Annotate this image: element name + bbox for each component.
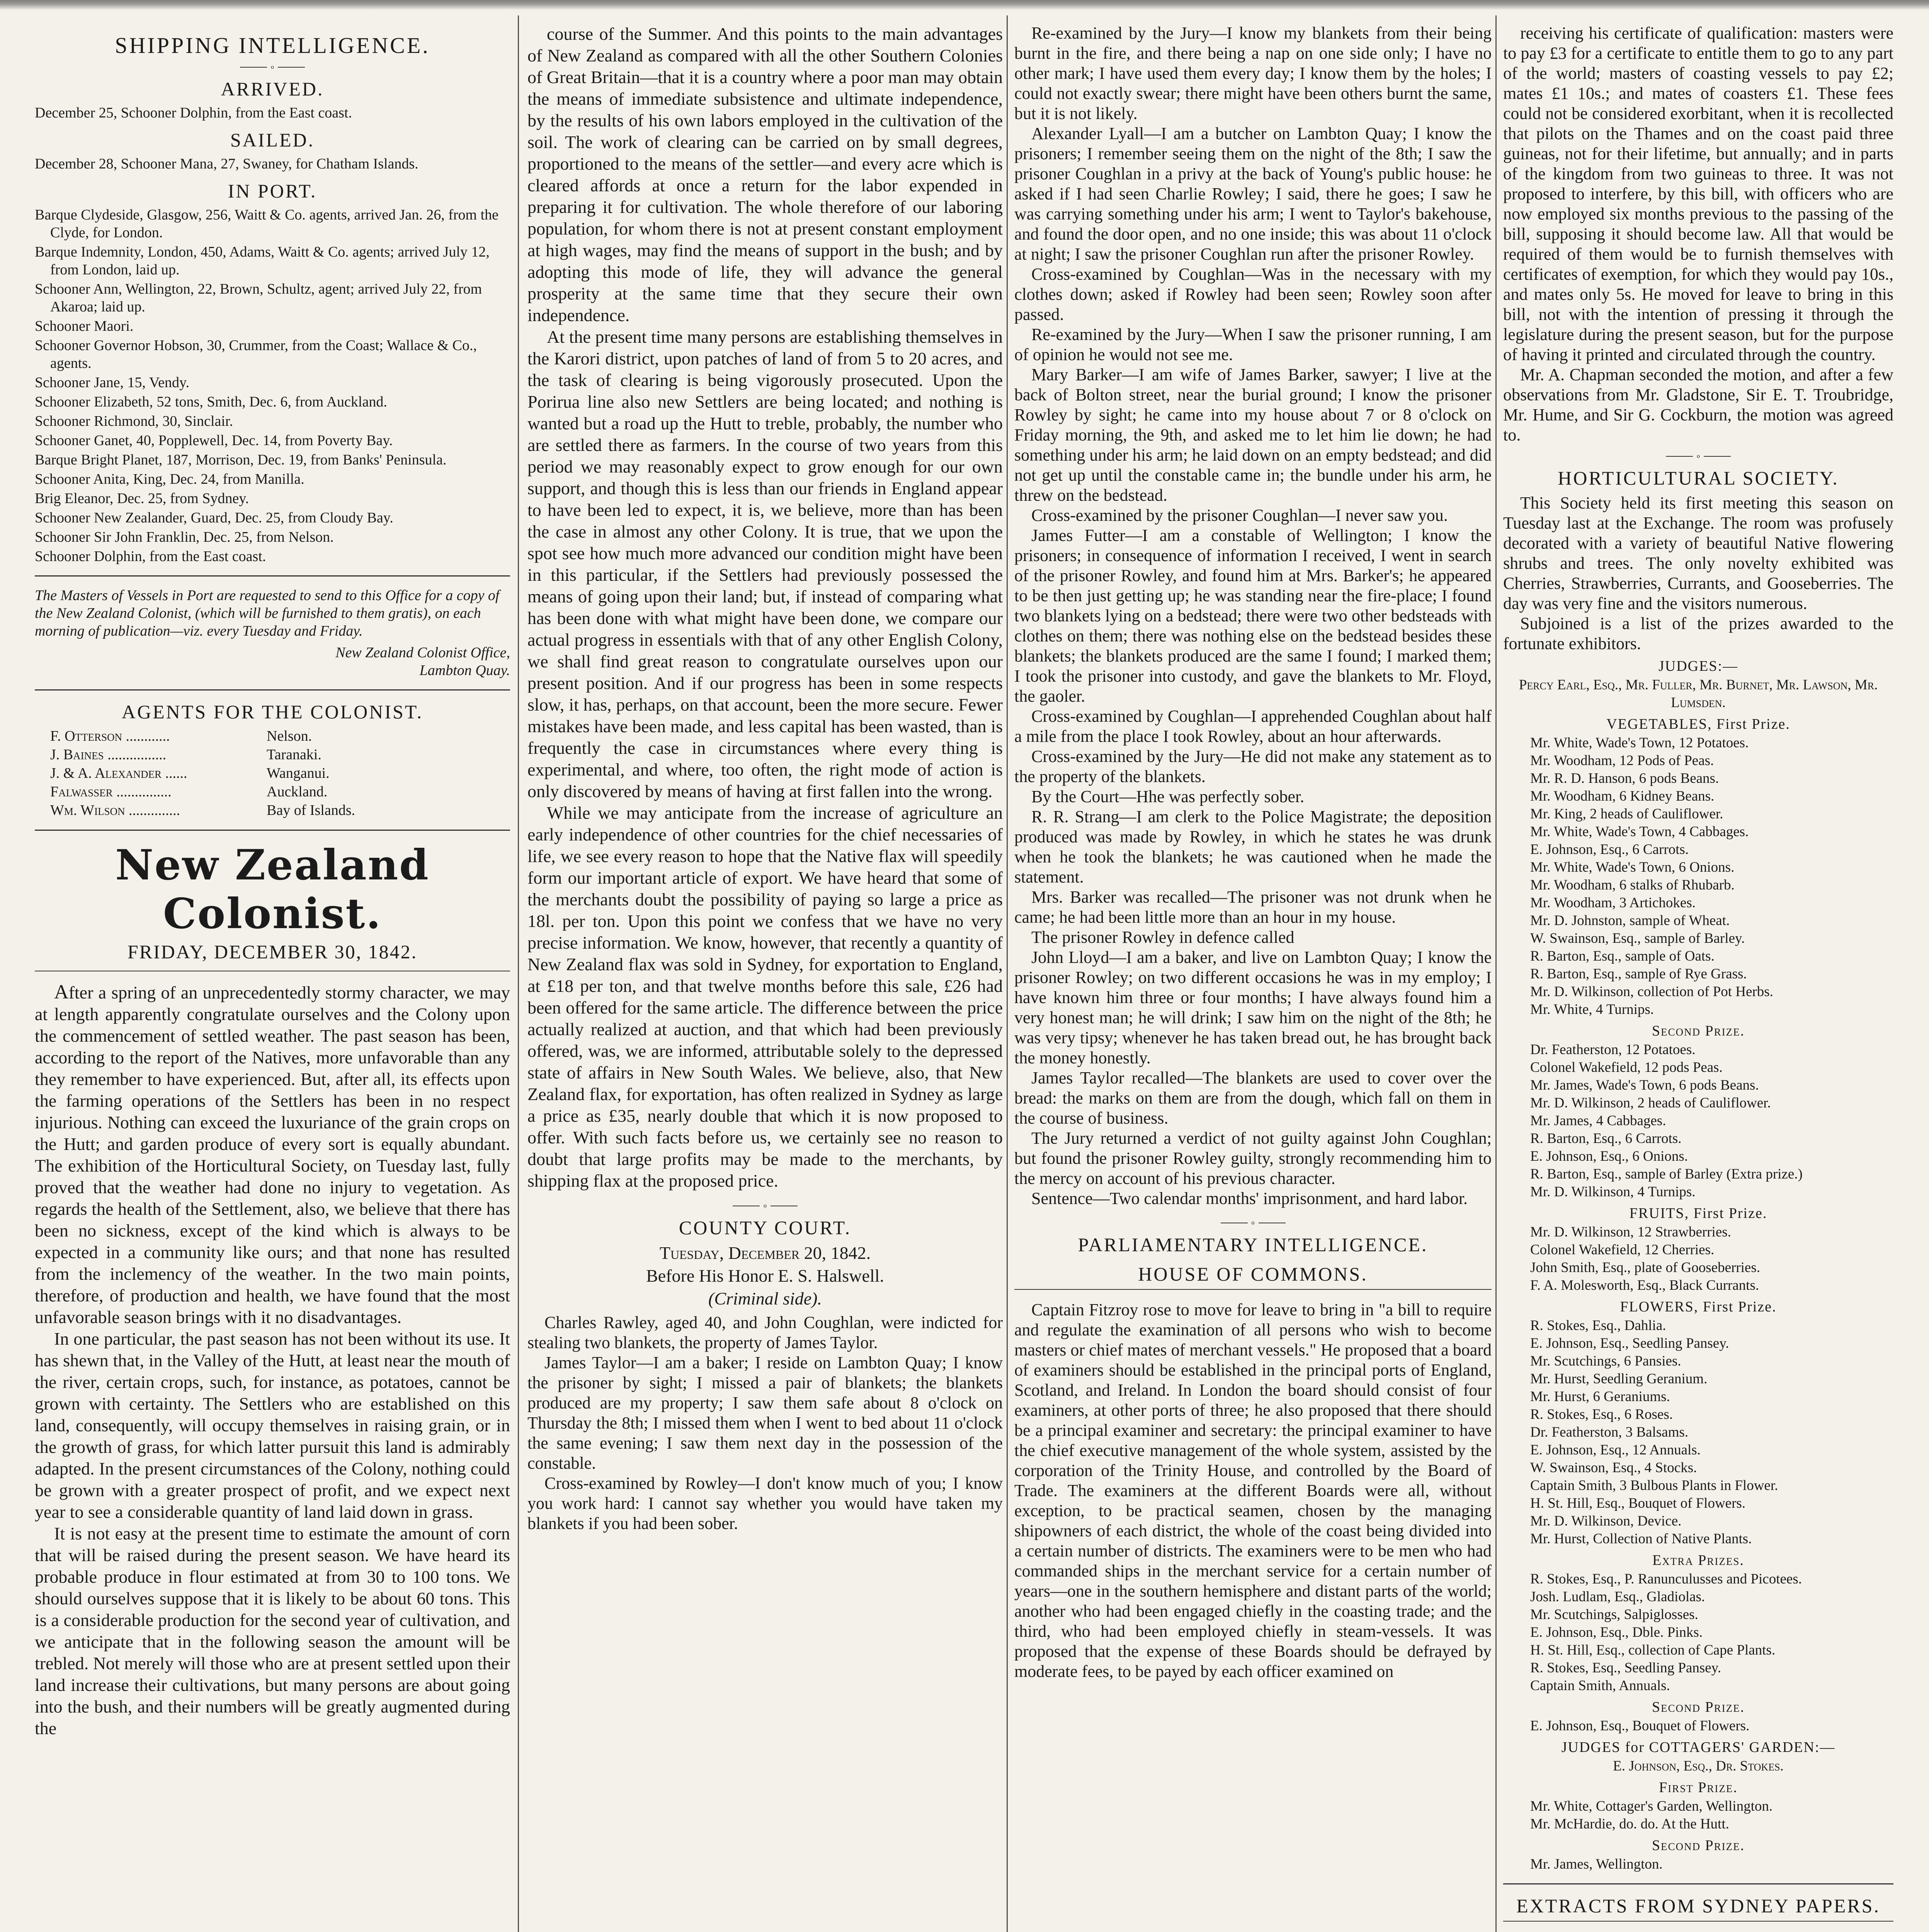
- column-1: [35, 23, 510, 1932]
- parliament-report: [1014, 1300, 1492, 1682]
- parliament-report-continued: [1503, 23, 1893, 445]
- prize-entry: H. St. Hill, Esq., collection of Cape Plants.: [1530, 1642, 1776, 1658]
- court-date: Tuesday, December 20, 1842.: [659, 1243, 871, 1263]
- inport-list: [35, 206, 510, 565]
- cottagers-judges-heading: JUDGES for COTTAGERS' GARDEN:—: [1561, 1739, 1835, 1755]
- editorial-paragraph: While we may anticipate from the increase of agriculture an early independence of other countries for the chief necessaries of life, we see every reason to hope that the Native flax will speedily form our important article of export. We have heard that some of the merchants doubt the possibility of paying so large a price as 18l. per ton. Upon this point we confess that we have no very precise information. We know, however, that recently a quantity of New Zealand flax was sold in Sydney, for exportation to England, at £18 per ton, and that twelve months before this sale, £26 had been offered for the same article. The difference between the price actually realized at auction, and that which had been previously offered, was, we are informed, attributable solely to the depressed state of affairs in New South Wales. We believe, also, that New Zealand flax, for exportation, has often realized in Sydney as large a price as £35, nearly double that which it is now proposed to offer. With such facts before us, we certainly see no reason to doubt that large profits may be made to the merchants, by shipping flax at the proposed price.: [527, 803, 1003, 1190]
- agent-name: F. Otterson ............: [50, 728, 170, 744]
- agent-row: [35, 745, 510, 764]
- prize-entry: Mr. D. Wilkinson, 2 heads of Cauliflower.: [1530, 1095, 1771, 1111]
- fruits-heading: FRUITS, First Prize.: [1629, 1205, 1767, 1221]
- court-paragraph: The prisoner Rowley in defence called: [1031, 928, 1295, 947]
- prize-entry: R. Barton, Esq., sample of Rye Grass.: [1530, 966, 1747, 982]
- prize-entry: Mr. McHardie, do. do. At the Hutt.: [1530, 1816, 1729, 1832]
- judges-names: Percy Earl, Esq., Mr. Fuller, Mr. Burnet, Mr. Lawson, Mr. Lumsden.: [1519, 677, 1878, 711]
- editorial-paragraph: In one particular, the past season has not been without its use. It has shewn that, in the Valley of the Hutt, at least near the mouth of the river, certain crops, such, for instance, as potatoes, cannot be grown with certainty. The Settlers who are established on this land, consequently, will occupy themselves in raising grain, or in the growth of grass, for which latter pursuit this land is admirably adapted. In the present circumstances of the Colony, nothing could be grown with a greater prospect of profit, and we expect next year to see a considerable quantity of land laid down in grass.: [35, 1329, 510, 1522]
- inport-entry: Schooner Dolphin, from the East coast.: [35, 548, 266, 565]
- agent-row: [35, 764, 510, 782]
- court-paragraph: Cross-examined by the prisoner Coughlan—I never saw you.: [1031, 506, 1448, 525]
- prize-entry: Colonel Wakefield, 12 Cherries.: [1530, 1242, 1715, 1258]
- prize-entry: Mr. Hurst, Collection of Native Plants.: [1530, 1531, 1752, 1547]
- editorial-paragraph: After a spring of an unprecedentedly stormy character, we may at length apparently congratulate ourselves and the Colony upon the commencement of settled weather. The past season has been, according to the report of the Natives, more unfavorable than any they remember to have experienced. But, after all, its effects upon the farming operations of the Settlers has been in no respect injurious. Nothing can exceed the luxuriance of the grain crops on the Hutt; and garden produce of every sort is equally abundant. The exhibition of the Horticultural Society, on Tuesday last, fully proved that the weather had done no injury to vegetation. As regards the health of the Settlement, also, we believe that there has been no sickness, except of the kind which is always to be expected in a community like ours; and that none has resulted from the inclemency of the weather. In the two main points, therefore, of production and health, we have found that the most unfavorable season brings with it no disadvantages.: [35, 981, 510, 1327]
- court-paragraph: Mrs. Barker was recalled—The prisoner was not drunk when he came; he had been little more than an hour in my house.: [1014, 888, 1492, 927]
- masthead: New Zealand Colonist.: [115, 841, 430, 938]
- prize-entry: Mr. Hurst, 6 Geraniums.: [1530, 1389, 1670, 1405]
- horticultural-paragraph: This Society held its first meeting this season on Tuesday last at the Exchange. The room was profusely decorated with a variety of beautiful Native flowering shrubs and trees. The only novelty exhibited was Cherries, Strawberries, Currants, and Gooseberries. The day was very fine and the visitors numerous.: [1503, 493, 1893, 613]
- court-paragraph: The Jury returned a verdict of not guilty against John Coughlan; but found the prisoner Rowley guilty, strongly recommending him to the mercy on account of his previous character.: [1014, 1129, 1492, 1188]
- prize-entry: Dr. Featherston, 3 Balsams.: [1530, 1424, 1689, 1440]
- agent-row: [35, 801, 510, 820]
- agents-heading: AGENTS FOR THE COLONIST.: [121, 701, 424, 723]
- prize-list: [1503, 1317, 1893, 1548]
- court-report-continued: [1014, 23, 1492, 1209]
- prize-entry: Mr. White, 4 Turnips.: [1530, 1002, 1654, 1017]
- parliament-paragraph: Mr. A. Chapman seconded the motion, and after a few observations from Mr. Gladstone, Sir E. T. Troubridge, Mr. Hume, and Sir G. Cockburn, the motion was agreed to.: [1503, 365, 1893, 444]
- prize-entry: Dr. Featherston, 12 Potatoes.: [1530, 1042, 1696, 1058]
- prize-entry: Mr. D. Wilkinson, 12 Strawberries.: [1530, 1224, 1731, 1240]
- court-paragraph: Mary Barker—I am wife of James Barker, sawyer; I live at the back of Bolton street, near the burial ground; I know the prisoner Rowley by sight; he came into my house about 7 or 8 o'clock on Friday morning, the 9th, and asked me to let him lie down; he had something under his arm; he laid down on an empty bedstead; and did not get up until the constable came in; the bundle under his arm, he threw on the bedstead.: [1014, 365, 1492, 505]
- sailed-heading: SAILED.: [230, 129, 315, 151]
- prize-entry: W. Swainson, Esq., sample of Barley.: [1530, 930, 1745, 946]
- prize-entry: Mr. Woodham, 6 stalks of Rhubarb.: [1530, 877, 1735, 893]
- court-paragraph: Cross-examined by Coughlan—I apprehended Coughlan about half a mile from the place I took Rowley, about an hour afterwards.: [1014, 707, 1492, 746]
- prize-entry: Mr. White, Cottager's Garden, Wellington.: [1530, 1798, 1773, 1814]
- court-paragraph: R. R. Strang—I am clerk to the Police Magistrate; the deposition produced was made by Rowley, in which he states he was drunk when he took the blankets; he was cautioned when he made the statement.: [1014, 807, 1492, 886]
- inport-entry: Schooner Jane, 15, Vendy.: [35, 374, 189, 391]
- county-court-heading: COUNTY COURT.: [679, 1217, 852, 1238]
- ornament-rule: o: [1014, 1219, 1492, 1226]
- prize-entry: R. Stokes, Esq., P. Ranunculusses and Picotees.: [1530, 1571, 1802, 1587]
- prize-list: [1503, 1570, 1893, 1695]
- divider: [35, 575, 510, 577]
- agent-place: Nelson.: [267, 728, 312, 744]
- court-paragraph: James Taylor recalled—The blankets are used to cover over the bread: the marks on them are from the dough, which fall on them in the course of business.: [1014, 1068, 1492, 1128]
- prize-entry: F. A. Molesworth, Esq., Black Currants.: [1530, 1277, 1759, 1293]
- divider: [35, 689, 510, 690]
- parliamentary-heading: PARLIAMENTARY INTELLIGENCE.: [1078, 1234, 1428, 1255]
- column-rule: [1495, 15, 1497, 1932]
- second-prize-heading: Second Prize.: [1652, 1023, 1745, 1039]
- prize-entry: Mr. Hurst, Seedling Geranium.: [1530, 1371, 1708, 1387]
- inport-entry: Schooner Elizabeth, 52 tons, Smith, Dec. 6, from Auckland.: [35, 394, 387, 410]
- inport-entry: Schooner Ganet, 40, Popplewell, Dec. 14, from Poverty Bay.: [35, 432, 393, 449]
- agents-list: [35, 727, 510, 820]
- inport-entry: Schooner Richmond, 30, Sinclair.: [35, 413, 233, 429]
- prize-entry: Mr. D. Wilkinson, 4 Turnips.: [1530, 1184, 1696, 1200]
- cottagers-judges: E. Johnson, Esq., Dr. Stokes.: [1613, 1758, 1784, 1774]
- arrived-entry: December 25, Schooner Dolphin, from the East coast.: [35, 105, 352, 121]
- prize-entry: Mr. Scutchings, Salpiglosses.: [1530, 1607, 1698, 1622]
- prize-entry: H. St. Hill, Esq., Bouquet of Flowers.: [1530, 1495, 1746, 1511]
- editorial-continued: [527, 23, 1003, 1192]
- court-paragraph: Cross-examined by the Jury—He did not make any statement as to the property of the blankets.: [1014, 747, 1492, 786]
- court-paragraph: James Futter—I am a constable of Wellington; I know the prisoners; in consequence of information I received, I went in search of the prisoner Rowley, and found him at Mrs. Barker's; he appeared to be then just getting up; he was standing near the fire-place; I found two blankets lying on a bedstead; there were two other bedsteads with clothes on them; there was nothing else on the bedstead besides these blankets; the blankets produced are the same I found; I marked them; I took the prisoner into custody, and gave the blankets to Mr. Floyd, the gaoler.: [1014, 526, 1492, 706]
- prize-entry: Mr. D. Wilkinson, Device.: [1530, 1513, 1682, 1529]
- court-paragraph: Cross-examined by Rowley—I don't know much of you; I know you work hard: I cannot say whether you would have taken my blankets if you had been sober.: [527, 1474, 1003, 1533]
- ornament-rule: o: [1503, 453, 1893, 460]
- dateline: FRIDAY, DECEMBER 30, 1842.: [127, 941, 418, 963]
- prize-list: [1503, 1223, 1893, 1294]
- ornament-rule: o: [35, 64, 510, 71]
- prize-entry: Mr. King, 2 heads of Cauliflower.: [1530, 806, 1723, 822]
- prize-entry: Mr. White, Wade's Town, 4 Cabbages.: [1530, 824, 1749, 840]
- inport-entry: Barque Clydeside, Glasgow, 256, Waitt & Co. agents, arrived Jan. 26, from the Clyde, for London.: [35, 207, 499, 241]
- parliament-paragraph: Captain Fitzroy rose to move for leave to bring in "a bill to require and regulate the examination of all persons who wish to become masters or chief mates of merchant vessels." He proposed that a board of examiners should be established in the principal ports of England, Scotland, and Ireland. In London the board should consist of four examiners, at other ports of three; he also proposed that there should be a principal examiner and secretary: the principal examiner to have the chief executive management of the whole system, assisted by the corporation of the Trinity House, and controlled by the Board of Trade. The examiners at the different Boards were all, without exception, to be practical seamen, chosen by the managing shipowners of each district, the whole of the coast being divided into a certain number of districts. The examiners were to be men who had commanded ships in the merchant service for a certain number of years—one in the southern hemisphere and distant parts of the world; another who had been engaged chiefly in the coasting trade; and the third, who had been employed chiefly in steam-vessels. It was proposed that the expense of these Boards should be defrayed by moderate fees, to be payed by each officer examined on: [1014, 1300, 1492, 1681]
- prize-entry: Mr. R. D. Hanson, 6 pods Beans.: [1530, 770, 1719, 786]
- inport-entry: Schooner Maori.: [35, 318, 134, 334]
- court-paragraph: Re-examined by the Jury—When I saw the prisoner running, I am of opinion he would not see me.: [1014, 325, 1492, 364]
- second-prize-heading: Second Prize.: [1652, 1837, 1745, 1854]
- court-paragraph: Sentence—Two calendar months' imprisonment, and hard labor.: [1031, 1189, 1468, 1208]
- column-rule: [518, 15, 519, 1932]
- prize-entry: Mr. James, Wellington.: [1530, 1856, 1663, 1872]
- prize-entry: R. Stokes, Esq., Seedling Pansey.: [1530, 1660, 1721, 1676]
- prize-entry: Mr. D. Wilkinson, collection of Pot Herbs.: [1530, 984, 1773, 1000]
- agent-place: Bay of Islands.: [267, 802, 356, 818]
- inport-entry: Brig Eleanor, Dec. 25, from Sydney.: [35, 490, 249, 507]
- editorial-paragraph: It is not easy at the present time to estimate the amount of corn that will be raised during the present season. We have heard its probable produce in flour estimated at from 30 to 100 tons. We should ourselves suppose that it is likely to be about 60 tons. This is a considerable production for the second year of cultivation, and we anticipate that in the following season the amount will be trebled. Not merely will those who are at present settled upon their land increase their cultivations, but many persons are about going into the bush, and their numbers will be greatly augmented during the: [35, 1524, 510, 1738]
- court-paragraph: James Taylor—I am a baker; I reside on Lambton Quay; I know the prisoner by sight; I missed a pair of blankets; the blankets produced are my property; I saw them safe about 8 o'clock on Thursday the 8th; I missed them when I went to bed about 11 o'clock the same evening; I saw them next day in the possession of the constable.: [527, 1353, 1003, 1473]
- prize-entry: Colonel Wakefield, 12 pods Peas.: [1530, 1060, 1723, 1075]
- extracts-heading: EXTRACTS FROM SYDNEY PAPERS.: [1516, 1895, 1880, 1917]
- prize-entry: E. Johnson, Esq., Dble. Pinks.: [1530, 1624, 1703, 1640]
- vegetables-first-heading: VEGETABLES, First Prize.: [1606, 716, 1790, 732]
- prize-entry: R. Barton, Esq., sample of Oats.: [1530, 948, 1715, 964]
- prize-entry: R. Barton, Esq., sample of Barley (Extra prize.): [1530, 1166, 1803, 1182]
- torn-top-edge: [0, 0, 1929, 10]
- prize-list: [1503, 734, 1893, 1019]
- prize-list: [1503, 1798, 1893, 1833]
- prize-entry: R. Barton, Esq., 6 Carrots.: [1530, 1131, 1682, 1146]
- prize-entry: R. Stokes, Esq., Dahlia.: [1530, 1318, 1666, 1333]
- agent-name: Wm. Wilson ..............: [50, 802, 180, 818]
- prize-entry: R. Stokes, Esq., 6 Roses.: [1530, 1406, 1673, 1422]
- prize-entry: Josh. Ludlam, Esq., Gladiolas.: [1530, 1589, 1705, 1605]
- shipping-heading: SHIPPING INTELLIGENCE.: [115, 33, 430, 58]
- column-4: [1503, 23, 1893, 1932]
- divider: [1503, 1883, 1893, 1884]
- prize-entry: E. Johnson, Esq., Seedling Pansey.: [1530, 1335, 1729, 1351]
- inport-entry: Schooner New Zealander, Guard, Dec. 25, from Cloudy Bay.: [35, 510, 393, 526]
- prize-entry: John Smith, Esq., plate of Gooseberries.: [1530, 1260, 1760, 1276]
- inport-entry: Barque Indemnity, London, 450, Adams, Waitt & Co. agents; arrived July 12, from London, laid up.: [35, 244, 490, 278]
- sailed-entry: December 28, Schooner Mana, 27, Swaney, for Chatham Islands.: [35, 156, 418, 172]
- notice-signature: Lambton Quay.: [419, 662, 510, 679]
- agent-row: [35, 782, 510, 801]
- column-2: [527, 23, 1003, 1932]
- court-report: [527, 1313, 1003, 1534]
- column-rule: [1007, 15, 1008, 1932]
- first-prize-heading: First Prize.: [1659, 1779, 1738, 1796]
- prize-entry: Mr. James, 4 Cabbages.: [1530, 1113, 1666, 1129]
- second-prize-heading: Second Prize.: [1652, 1699, 1745, 1715]
- prize-entry: Mr. White, Wade's Town, 6 Onions.: [1530, 859, 1735, 875]
- inport-entry: Schooner Sir John Franklin, Dec. 25, from Nelson.: [35, 529, 334, 545]
- divider: [1503, 1921, 1893, 1922]
- horticultural-paragraph: Subjoined is a list of the prizes awarded to the fortunate exhibitors.: [1503, 614, 1893, 653]
- ornament-rule: o: [527, 1202, 1003, 1209]
- inport-entry: Schooner Ann, Wellington, 22, Brown, Schultz, agent; arrived July 22, from Akaroa; laid up.: [35, 281, 482, 315]
- agent-row: [35, 727, 510, 745]
- court-paragraph: By the Court—Hhe was perfectly sober.: [1031, 787, 1305, 806]
- flowers-heading: FLOWERS, First Prize.: [1620, 1299, 1777, 1315]
- editorial: [35, 981, 510, 1739]
- divider: [35, 830, 510, 831]
- court-side: (Criminal side).: [708, 1289, 822, 1308]
- judges-heading: JUDGES:—: [1658, 658, 1738, 674]
- prize-entry: E. Johnson, Esq., 12 Annuals.: [1530, 1442, 1701, 1458]
- notice-signature: New Zealand Colonist Office,: [335, 645, 510, 661]
- column-3: [1014, 23, 1492, 1932]
- court-paragraph: Cross-examined by Coughlan—Was in the necessary with my clothes down; asked if Rowley had been seen; Rowley soon after passed.: [1014, 265, 1492, 324]
- agent-name: J. Baines ................: [50, 747, 167, 763]
- prize-entry: Mr. Woodham, 12 Pods of Peas.: [1530, 753, 1714, 769]
- prize-entry: E. Johnson, Esq., 6 Carrots.: [1530, 842, 1689, 857]
- agent-name: Falwasser ...............: [50, 784, 172, 800]
- prize-entry: W. Swainson, Esq., 4 Stocks.: [1530, 1460, 1697, 1476]
- editorial-paragraph: course of the Summer. And this points to the main advantages of New Zealand as compared with all the other Southern Colonies of Great Britain—that it is a country where a poor man may obtain the means of immediate subsistence and ultimate independence, by the results of his own labors employed in the cultivation of the soil. The work of clearing can be carried on by small degrees, proportioned to the means of the settler—and every acre which is cleared affords at once a return for the labor expended in preparing it for cultivation. The whole therefore of our laboring population, for whom there is not at present constant employment at high wages, may find the means of support in the bush; and by adopting this mode of life, they will advance the general prosperity at the same time that they secure their own independence.: [527, 24, 1003, 325]
- court-paragraph: Re-examined by the Jury—I know my blankets from their being burnt in the fire, and there being a nap on one side only; I have no other mark; I have used them every day; I know them by the holes; I could not exactly swear; there might have been others burnt the same, but it is not likely.: [1014, 24, 1492, 123]
- prize-entry: E. Johnson, Esq., Bouquet of Flowers.: [1530, 1718, 1750, 1734]
- prize-entry: Mr. Scutchings, 6 Pansies.: [1530, 1353, 1681, 1369]
- editorial-paragraph: At the present time many persons are establishing themselves in the Karori district, upon patches of land of from 5 to 20 acres, and the task of clearing is being vigorously prosecuted. Upon the Porirua line also new Settlers are being located; and nothing is wanted but a road up the Hutt to treble, probably, the number who are settled there as farmers. In the course of two years from this period we may reasonably expect to grow enough for our own support, and though this is less than our friends in England appear to have been led to expect, it is, we believe, more than has been the case in almost any other Colony. It is true, that we upon the spot see how much more advanced our condition might have been in this particular, if the Settlers had previously possessed the means of going upon their land; but, if instead of comparing what has been done with what might have been done, we compare our actual progress in essentials with that of any other English Colony, we shall find great reason to congratulate ourselves upon our present position. And if our progress has been in some respects slow, it has, perhaps, on that account, been the more secure. Fewer mistakes have been made, and less capital has been wasted, than is frequently the case in circumstances where every thing is experimental, and where, too often, the right mode of action is only discovered by means of having at first fallen into the wrong.: [527, 327, 1003, 801]
- prize-entry: Mr. Woodham, 6 Kidney Beans.: [1530, 788, 1715, 804]
- masters-notice: The Masters of Vessels in Port are requested to send to this Office for a copy of the New Zealand Colonist, (which will be furnished to them gratis), on each morning of publication—viz. every Tuesday and Friday.: [35, 587, 500, 639]
- prize-list: [1503, 1717, 1893, 1735]
- commons-heading: HOUSE OF COMMONS.: [1138, 1263, 1368, 1285]
- extra-prizes-heading: Extra Prizes.: [1652, 1552, 1744, 1568]
- prize-list: [1503, 1041, 1893, 1201]
- court-paragraph: Charles Rawley, aged 40, and John Coughlan, were indicted for stealing two blankets, the property of James Taylor.: [527, 1313, 1003, 1352]
- arrived-heading: ARRIVED.: [221, 78, 324, 100]
- prize-list: [1503, 1855, 1893, 1873]
- inport-entry: Schooner Governor Hobson, 30, Crummer, from the Coast; Wallace & Co., agents.: [35, 337, 477, 371]
- prize-entry: E. Johnson, Esq., 6 Onions.: [1530, 1148, 1688, 1164]
- agent-place: Taranaki.: [267, 747, 322, 763]
- court-paragraph: John Lloyd—I am a baker, and live on Lambton Quay; I know the prisoner Rowley; on two different occasions he was in my employ; I have known him three or four months; I have always found him a very honest man; he will drink; I saw him on the night of the 8th; he was very tipsy; whenever he has taken bread out, he has brought back the money honestly.: [1014, 948, 1492, 1067]
- prize-entry: Mr. James, Wade's Town, 6 pods Beans.: [1530, 1077, 1759, 1093]
- horticultural-heading: HORTICULTURAL SOCIETY.: [1558, 467, 1839, 489]
- inport-heading: IN PORT.: [228, 180, 317, 202]
- divider: [1014, 1289, 1492, 1290]
- agent-place: Wanganui.: [267, 765, 330, 781]
- inport-entry: Barque Bright Planet, 187, Morrison, Dec. 19, from Banks' Peninsula.: [35, 452, 447, 468]
- court-paragraph: Alexander Lyall—I am a butcher on Lambton Quay; I know the prisoners; I remember seeing them on the night of the 8th; I saw the prisoner Coughlan in a privy at the back of Young's public house: he asked if I had seen Charlie Rowley; I said, there he goes; I saw he was carrying something under his arm; I went to Taylor's bakehouse, and found the door open, and no one inside; this was about 11 o'clock at night; I saw the prisoner Coughlan run after the prisoner Rowley.: [1014, 124, 1492, 264]
- prize-entry: Captain Smith, Annuals.: [1530, 1678, 1670, 1694]
- prize-entry: Mr. D. Johnston, sample of Wheat.: [1530, 913, 1730, 929]
- court-before: Before His Honor E. S. Halswell.: [646, 1266, 884, 1286]
- inport-entry: Schooner Anita, King, Dec. 24, from Manilla.: [35, 471, 304, 487]
- horticultural-report: [1503, 493, 1893, 654]
- prize-entry: Mr. Woodham, 3 Artichokes.: [1530, 895, 1696, 911]
- agent-name: J. & A. Alexander ......: [50, 765, 187, 781]
- agent-place: Auckland.: [267, 784, 328, 800]
- parliament-paragraph: receiving his certificate of qualification: masters were to pay £3 for a certificate to entitle them to go to any part of the world; masters of coasting vessels to pay £2; mates £1 10s.; and mates of coasters £1. These fees could not be considered exorbitant, when it is recollected that pilots on the Thames and on the coast paid three guineas, not for their lifetime, but annually; and in parts of the kingdom from two guineas to three. It was not proposed to interfere, by this bill, with officers who are now employed six months previous to the passing of the bill, supposing it should become law. All that would be required of them would be to furnish themselves with certificates of exemption, for which they would pay 10s., and mates only 5s. He moved for leave to bring in this bill, not with the intention of pressing it through the legislature during the present season, but for the purpose of having it printed and circulated through the country.: [1503, 24, 1893, 364]
- prize-entry: Mr. White, Wade's Town, 12 Potatoes.: [1530, 735, 1749, 751]
- prize-entry: Captain Smith, 3 Bulbous Plants in Flower.: [1530, 1478, 1778, 1493]
